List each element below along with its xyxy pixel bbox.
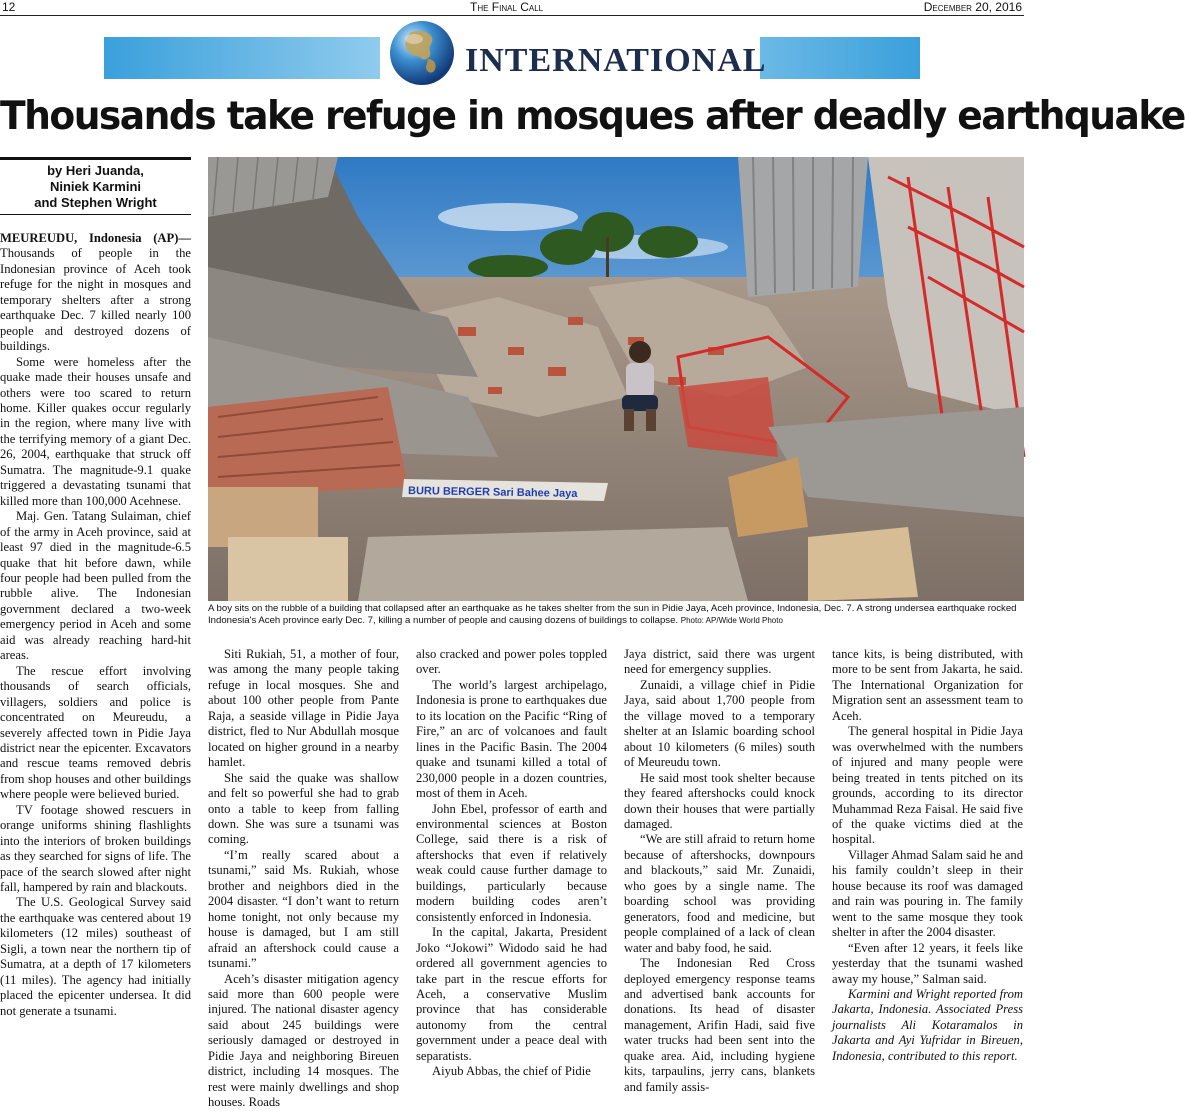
page-number: 12 (2, 0, 16, 14)
article-column-1 (0, 231, 191, 1019)
paragraph: “I’m really scared about a tsunami,” said Ms. Rukiah, whose brother and neighbors died in the 2004 disaster. “I don’t want to return home tonight, not only because my house is damaged, but I am still afraid an aftershock could cause a tsunami.” (208, 847, 399, 971)
article-column-5 (832, 647, 1023, 1064)
earthquake-rubble-photo (208, 157, 1024, 601)
paragraph: Aceh’s disaster mitigation agency said more than 600 people were injured. The national disaster agency said about 245 buildings were seriously damaged or destroyed in Pidie Jaya and neighboring Bireuen district, including 14 mosques. The rest were mainly dwellings and shop houses. Roads (208, 971, 399, 1110)
paragraph: MEUREUDU, Indonesia (AP)—Thousands of people in the Indonesian province of Aceh took refuge for the night in mosques and temporary shelters after a strong earthquake Dec. 7 killed nearly 100 people and destroyed dozens of buildings. (0, 231, 191, 354)
article-column-3 (416, 647, 607, 1080)
paragraph: also cracked and power poles toppled over. (416, 647, 607, 677)
paragraph: The rescue effort involving thousands of search officials, villagers, soldiers and police is concentrated on Meureudu, a severely affected town in Pidie Jaya district near the epicenter. Excavators and rescue teams removed debris from shop houses and other buildings where people were believed buried. (0, 663, 191, 802)
publication-name: The Final Call (470, 0, 544, 14)
paragraph: The Indonesian Red Cross deployed emergency response teams and advertised bank accounts for donations. Its head of disaster management, Arifin Hadi, said five water trucks had been sent into the quake area. Aid, including hygiene kits, tarpaulins, jerry cans, blankets and family assis- (624, 956, 815, 1094)
paragraph: Villager Ahmad Salam said he and his family couldn’t sleep in their house because its roof was damaged and rain was pouring in. The family went to the same mosque they took shelter in after the 2004 disaster. (832, 847, 1023, 940)
issue-date: December 20, 2016 (923, 0, 1022, 14)
running-header (0, 0, 1024, 15)
byline-author: by Heri Juanda, (47, 163, 144, 178)
paragraph: “Even after 12 years, it feels like yesterday that the tsunami washed away my house,” Salman said. (832, 940, 1023, 986)
paragraph: Jaya district, said there was urgent need for emergency supplies. (624, 647, 815, 677)
paragraph: The world’s largest archipelago, Indonesia is prone to earthquakes due to its location on the Pacific “Ring of Fire,” an arc of volcanoes and fault lines in the Pacific Basin. The 2004 quake and tsunami killed a total of 230,000 people in a dozen countries, most of them in Aceh. (416, 677, 607, 801)
byline (0, 163, 191, 211)
paragraph: John Ebel, professor of earth and environmental sciences at Boston College, said there is a risk of aftershocks that even if relatively weak could cause further damage to buildings, particularly because modern building codes aren’t consistently enforced in Indonesia. (416, 801, 607, 924)
article-column-2 (208, 647, 399, 1111)
paragraph: Siti Rukiah, 51, a mother of four, was among the many people taking refuge in local mosques. She and about 100 other people from Pante Raja, a seaside village in Pidie Jaya district, fled to Nur Abdullah mosque located on higher ground in a nearby hamlet. (208, 647, 399, 770)
paragraph: Maj. Gen. Tatang Sulaiman, chief of the army in Aceh province, said at least 97 died in the magnitude-6.5 quake that hit before dawn, while four people had been pulled from the rubble alive. The Indonesian government declared a two-week emergency period in Aceh and some aid was already reaching hard-hit areas. (0, 509, 191, 663)
section-title: INTERNATIONAL (465, 42, 767, 79)
paragraph: He said most took shelter because they feared aftershocks could knock down their houses that were partially damaged. (624, 770, 815, 831)
photo-caption (208, 603, 1024, 627)
article-column-4 (624, 647, 815, 1095)
caption-text: A boy sits on the rubble of a building that collapsed after an earthquake as he takes shelter from the sun in Pidie Jaya, Aceh province, Indonesia, Dec. 7. A strong undersea earthquake rocked Indonesia's Aceh province early Dec. 7, killing a number of people and causing dozens of buildings to collapse. (208, 603, 1017, 626)
dateline: MEUREUDU, Indonesia (AP)— (0, 231, 191, 245)
byline-author: Niniek Karmini (49, 179, 142, 194)
paragraph: She said the quake was shallow and felt so powerful she had to grab onto a table to keep from falling down. She was sure a tsunami was coming. (208, 770, 399, 847)
header-rule (0, 15, 1024, 16)
globe-icon (388, 19, 456, 87)
byline-rule-bottom (0, 214, 191, 215)
paragraph: tance kits, is being distributed, with more to be sent from Jakarta, he said. The International Organization for Migration sent an assessment team to Aceh. (832, 647, 1023, 723)
paragraph: Some were homeless after the quake made their houses unsafe and others were too scared to return home. Killer quakes occur regularly in the region, where many live with the terrifying memory of a giant Dec. 26, 2004, earthquake that struck off Sumatra. The magnitude-9.1 quake triggered a devastating tsunami that killed more than 100,000 Acehnese. (0, 354, 191, 508)
paragraph: The general hospital in Pidie Jaya was overwhelmed with the numbers of injured and many people were being treated in tents pitched on its grounds, according to its director Muhammad Reza Faisal. He said five of the quake victims died at the hospital. (832, 724, 1023, 847)
byline-author: and Stephen Wright (34, 195, 157, 210)
photo-credit: Photo: AP/Wide World Photo (680, 616, 783, 625)
sign-text: BURU BERGER Sari Bahee Jaya (407, 485, 578, 500)
paragraph: In the capital, Jakarta, President Joko “Jokowi” Widodo said he had ordered all government agencies to take part in the rescue efforts for Aceh, a conservative Muslim province that has considerable autonomy from the central government under a peace deal with separatists. (416, 925, 607, 1063)
paragraph: TV footage showed rescuers in orange uniforms shining flashlights into the interiors of broken buildings as they searched for signs of life. The pace of the search slowed after night fall, hampered by rain and blackouts. (0, 802, 191, 895)
byline-rule-top (0, 157, 191, 160)
paragraph: “We are still afraid to return home because of aftershocks, downpours and blackouts,” said Mr. Zunaidi, who goes by a single name. The boarding school was providing generators, food and medicine, but people complained of a lack of clean water and baby food, he said. (624, 832, 815, 955)
paragraph: The U.S. Geological Survey said the earthquake was centered about 19 kilometers (12 miles) southeast of Sigli, a town near the northern tip of Sumatra, at a depth of 17 kilometers (11 miles). The agency had initially placed the epicenter undersea. It did not generate a tsunami. (0, 895, 191, 1018)
contributor-note: Karmini and Wright reported from Jakarta, Indonesia. Associated Press journalists Ali Kotaramalos in Jakarta and Ayi Yufridar in Bireuen, Indonesia, contributed to this report. (832, 986, 1023, 1063)
paragraph: Zunaidi, a village chief in Pidie Jaya, said about 1,700 people from the village moved to a temporary shelter at an Islamic boarding school about 10 kilometers (6 miles) south of Meureudu town. (624, 677, 815, 770)
paragraph: Aiyub Abbas, the chief of Pidie (432, 1064, 591, 1079)
headline: Thousands take refuge in mosques after deadly earthquake (0, 94, 1185, 139)
